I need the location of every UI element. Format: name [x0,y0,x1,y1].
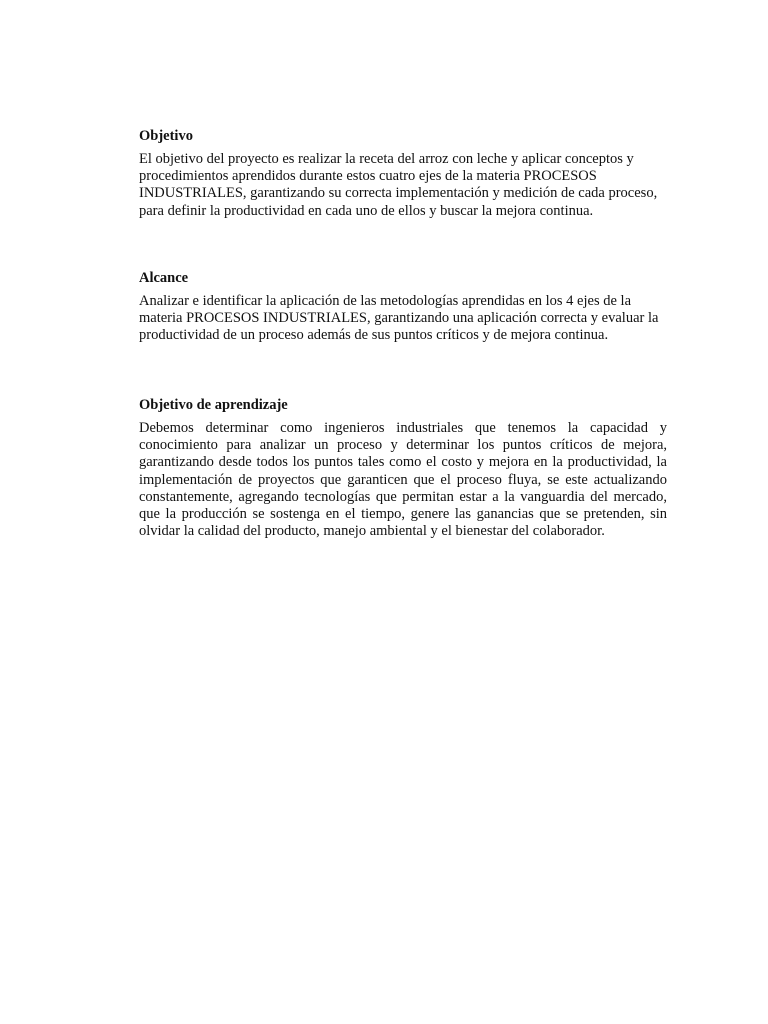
section-heading-objetivo: Objetivo [139,128,193,144]
section-objetivo-de-aprendizaje [139,397,667,540]
section-heading-objetivo-de-aprendizaje: Objetivo de aprendizaje [139,397,288,413]
section-objetivo [139,128,667,220]
section-heading-alcance: Alcance [139,270,189,286]
section-paragraph-objetivo: El objetivo del proyecto es realizar la receta del arroz con leche y aplicar conceptos y procedimientos aprendidos durante estos cuatro ejes de la materia PROCESOS INDUSTRIALES, garantizando su correcta implementación y medición de cada proceso, para definir la productividad en cada uno de ellos y buscar la mejora continua. [139,151,658,219]
section-paragraph-alcance: Analizar e identificar la aplicación de las metodologías aprendidas en los 4 ejes de la materia PROCESOS INDUSTRIALES, garantizando una aplicación correcta y evaluar la productividad de un proceso además de sus puntos críticos y de mejora continua. [139,293,659,344]
section-paragraph-objetivo-de-aprendizaje: Debemos determinar como ingenieros industriales que tenemos la capacidad y conocimiento para analizar un proceso y determinar los puntos críticos de mejora, garantizando desde todos los puntos tales como el costo y mejora en la productividad, la implementación de proyectos que garanticen que el proceso fluya, se este actualizando constantemente, agregando tecnologías que permitan estar a la vanguardia del mercado, que la producción se sostenga en el tiempo, genere las ganancias que se pretenden, sin olvidar la calidad del producto, manejo ambiental y el bienestar del colaborador. [139,420,667,540]
section-alcance [139,270,667,345]
